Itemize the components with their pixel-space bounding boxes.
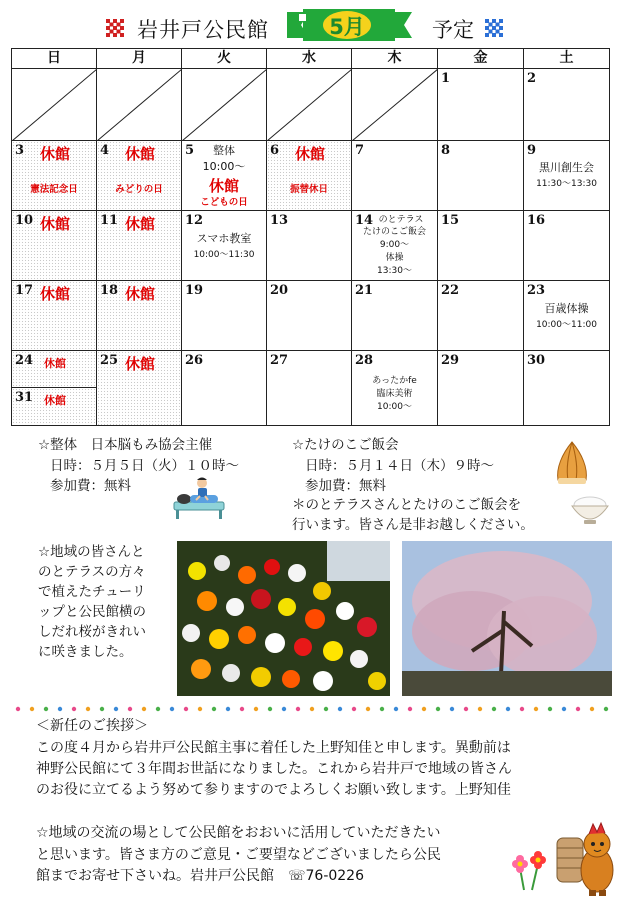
- day-number: 15: [441, 213, 460, 228]
- day-number: 7: [355, 143, 365, 158]
- day-number: 3: [15, 143, 25, 158]
- day-number: 21: [355, 283, 374, 298]
- day-number: 29: [441, 353, 460, 368]
- day-cell: [352, 141, 438, 211]
- day-number: 26: [185, 353, 204, 368]
- day-cell: [12, 388, 97, 425]
- event-time: 9:00～: [379, 240, 410, 250]
- holiday-label: みどりの日: [115, 184, 163, 195]
- weekday-sat: 土: [524, 49, 609, 69]
- day-cell: [182, 211, 267, 281]
- event-time: 10:00～11:30: [193, 250, 255, 260]
- day-cell: [12, 211, 97, 281]
- day-cell: [267, 281, 352, 351]
- day-number: 5: [185, 143, 195, 158]
- event-text: たけのこご飯会: [362, 227, 426, 237]
- day-number: 1: [441, 71, 451, 86]
- cherry-blossom-photo: [402, 541, 612, 696]
- day-number: 20: [270, 283, 289, 298]
- day-cell: [524, 141, 609, 211]
- day-cell: [97, 211, 182, 281]
- day-number: 31: [15, 390, 34, 405]
- page-title: 岩井戸公民館: [137, 18, 269, 42]
- day-cell: [438, 281, 524, 351]
- day-cell: [182, 281, 267, 351]
- event-text: 臨床美術: [376, 389, 413, 399]
- day-number: 13: [270, 213, 289, 228]
- event-text: スマホ教室: [196, 232, 252, 245]
- day-cell: [97, 141, 182, 211]
- massage-illustration-icon: [170, 476, 230, 520]
- flowers-line: ☆地域の皆さんと: [38, 544, 145, 560]
- event-text: 百歳体操: [544, 302, 589, 315]
- day-cell: [524, 211, 609, 281]
- holiday-label: 振替休日: [289, 184, 328, 195]
- closing-line: ☆地域の交流の場として公民館をおおいに活用していただきたい: [36, 825, 441, 841]
- flowers-line: で植えたチューリ: [38, 584, 146, 600]
- closed-label: 休館: [125, 145, 156, 163]
- weekday-wed: 水: [267, 49, 352, 69]
- rice-bowl-icon: [568, 492, 612, 526]
- day-number: 6: [270, 143, 280, 158]
- day-cell: [438, 351, 524, 425]
- day-cell: [182, 351, 267, 425]
- day-number: 27: [270, 353, 289, 368]
- closed-label: 休館: [125, 355, 156, 373]
- day-cell: [438, 211, 524, 281]
- event-time: 10:00～11:00: [536, 320, 597, 330]
- day-number: 25: [100, 353, 119, 368]
- greeting-line: 神野公民館にて３年間お世話になりました。これから岩井戸で地域の皆さん: [36, 761, 512, 777]
- day-number: 19: [185, 283, 204, 298]
- closed-label: 休館: [125, 215, 156, 233]
- empty-day-cell: [267, 69, 352, 141]
- greeting-line: この度４月から岩井戸公民館主事に着任した上野知佳と申します。異動前は: [36, 740, 511, 756]
- day-cell: [12, 351, 97, 388]
- day-number: 12: [185, 213, 204, 228]
- day-cell: [97, 351, 182, 425]
- day-number: 16: [527, 213, 546, 228]
- empty-day-cell: [12, 69, 97, 141]
- flowers-line: に咲きました。: [38, 644, 133, 660]
- empty-day-cell: [182, 69, 267, 141]
- day-cell: [524, 281, 609, 351]
- closed-label: 休館: [44, 394, 66, 407]
- event-time: 10:00～: [377, 402, 412, 412]
- day-cell: [438, 141, 524, 211]
- day-number: 14: [355, 213, 374, 228]
- greeting-heading: ＜新任のご挨拶＞: [36, 718, 148, 734]
- takenoko-date: 日時：５月１４日（木）９時～: [305, 458, 494, 474]
- weekday-tue: 火: [182, 49, 267, 69]
- flowers-line: のとテラスの方々: [38, 564, 146, 580]
- closed-label: 休館: [208, 177, 239, 195]
- day-number: 10: [15, 213, 34, 228]
- seitai-date: 日時：５月５日（火）１０時～: [50, 458, 239, 474]
- bamboo-shoot-icon: [550, 440, 594, 486]
- day-cell: [524, 69, 609, 141]
- takenoko-note: ＊のとテラスさんとたけのこご飯会を: [292, 497, 522, 513]
- day-cell: [438, 69, 524, 141]
- holiday-label: 憲法記念日: [30, 184, 78, 195]
- flowers-line: ップと公民館横の: [38, 604, 146, 620]
- day-number: 2: [527, 71, 537, 86]
- event-text: 整体: [213, 144, 235, 157]
- weekday-thu: 木: [352, 49, 438, 69]
- event-time: 10:00～: [202, 160, 246, 173]
- day-cell: [267, 141, 352, 211]
- day-number: 4: [100, 143, 110, 158]
- event-time: 13:30～: [377, 266, 412, 276]
- flowers-line: しだれ桜がきれい: [38, 624, 146, 640]
- month-label: 5月: [329, 15, 365, 39]
- closing-line: 館までお寄せ下さいね。岩井戸公民館 ☏76-0226: [36, 868, 365, 884]
- flower-icon: [506, 846, 552, 892]
- day-number: 28: [355, 353, 374, 368]
- event-text: 黒川創生会: [539, 161, 594, 174]
- takenoko-title: ☆たけのこご飯会: [292, 437, 399, 453]
- closed-label: 休館: [44, 357, 66, 370]
- day-number: 24: [15, 353, 34, 368]
- day-number: 17: [15, 283, 34, 298]
- takenoko-note: 行います。皆さん是非お越しください。: [292, 517, 534, 533]
- closed-label: 休館: [40, 285, 71, 303]
- day-number: 30: [527, 353, 546, 368]
- day-cell: [524, 351, 609, 425]
- closing-line: と思います。皆さま方のご意見・ご要望などございましたら公民: [36, 847, 441, 863]
- day-cell: [12, 141, 97, 211]
- day-cell: [352, 351, 438, 425]
- event-text: あったかfe: [372, 376, 417, 386]
- closed-label: 休館: [295, 145, 326, 163]
- weekday-mon: 月: [97, 49, 182, 69]
- seitai-title: ☆整体 日本脳もみ協会主催: [38, 437, 213, 453]
- event-text: のとテラス: [378, 215, 424, 225]
- day-number: 22: [441, 283, 460, 298]
- day-number: 8: [441, 143, 451, 158]
- day-cell: [352, 281, 438, 351]
- weekday-fri: 金: [438, 49, 524, 69]
- schedule-label: 予定: [432, 18, 474, 42]
- pattern-icon: [484, 18, 504, 38]
- event-text: 体操: [385, 253, 404, 263]
- day-cell: [352, 211, 438, 281]
- greeting-line: のお役に立てるよう努めて参りますのでよろしくお願い致します。上野知佳: [36, 782, 511, 798]
- day-cell: [182, 141, 267, 211]
- closed-label: 休館: [40, 215, 71, 233]
- day-cell: [267, 351, 352, 425]
- tulip-photo: [177, 541, 390, 696]
- day-number: 11: [100, 213, 119, 228]
- month-banner: [287, 8, 412, 42]
- calendar: [11, 48, 610, 426]
- day-number: 18: [100, 283, 119, 298]
- event-time: 11:30～13:30: [536, 179, 597, 189]
- day-cell: [267, 211, 352, 281]
- dotted-divider: [14, 704, 614, 714]
- closed-label: 休館: [125, 285, 156, 303]
- empty-day-cell: [97, 69, 182, 141]
- mascot-character-icon: [553, 820, 619, 898]
- day-cell: [97, 281, 182, 351]
- holiday-label: こどもの日: [200, 197, 248, 208]
- day-number: 23: [527, 283, 546, 298]
- day-cell: [12, 281, 97, 351]
- weekday-sun: 日: [12, 49, 97, 69]
- pattern-icon: [105, 18, 125, 38]
- closed-label: 休館: [40, 145, 71, 163]
- empty-day-cell: [352, 69, 438, 141]
- seitai-fee: 参加費：無料: [50, 478, 131, 494]
- takenoko-fee: 参加費：無料: [305, 478, 386, 494]
- day-number: 9: [527, 143, 537, 158]
